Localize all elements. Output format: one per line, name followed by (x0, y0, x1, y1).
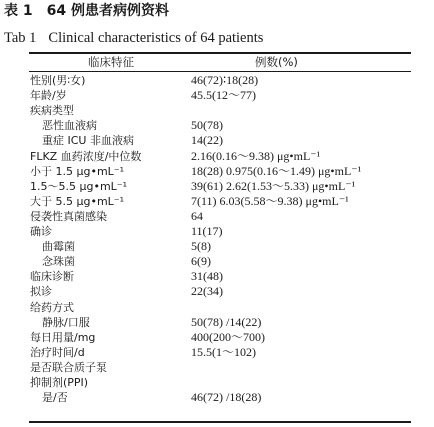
table-title-en (4, 30, 263, 46)
table-number: Tab 1 (4, 30, 37, 46)
row-label: 是否联合质子泵 (30, 360, 107, 374)
row-label: 曲霉菌 (42, 240, 75, 254)
table-row (0, 224, 434, 239)
row-value: 18(28) 0.975(0.16～1.49) μg•mL⁻¹ (191, 163, 362, 178)
row-value: 50(78) /14(22) (191, 314, 262, 329)
row-value: 400(200～700) (191, 329, 265, 344)
table-header-rule (29, 71, 411, 72)
table-row (0, 315, 434, 330)
table-row (0, 375, 434, 390)
table-top-rule (29, 52, 411, 54)
table-caption: Clinical characteristics of 64 patients (48, 30, 264, 46)
row-label: 抑制剂(PPI) (30, 376, 89, 389)
row-value: 31(48) (191, 269, 223, 284)
table-row (0, 209, 434, 224)
row-value: 14(22) (191, 133, 223, 148)
row-label: 给药方式 (30, 300, 74, 314)
row-value: 7(11) 6.03(5.58～9.38) μg•mL⁻¹ (191, 193, 349, 208)
table-row (0, 269, 434, 284)
row-value: 2.16(0.16～9.38) μg•mL⁻¹ (191, 148, 321, 163)
row-value: 39(61) 2.62(1.53～5.33) μg•mL⁻¹ (191, 178, 356, 193)
table-row (0, 345, 434, 360)
row-value: 46(72)∶18(28) (191, 73, 259, 87)
table-row (0, 254, 434, 269)
row-label: 性别(男∶女) (30, 74, 86, 87)
row-label: 年龄/岁 (30, 89, 67, 103)
row-value: 15.5(1～102) (191, 344, 256, 359)
row-value: 22(34) (191, 284, 223, 299)
row-value: 6(9) (191, 254, 211, 269)
row-label: 每日用量/mg (30, 330, 96, 344)
row-label: 1.5～5.5 μg•mL⁻¹ (30, 179, 128, 193)
table-row (0, 179, 434, 194)
row-value: 5(8) (191, 239, 211, 254)
table-row (0, 300, 434, 315)
row-value: 46(72) /18(28) (191, 390, 262, 405)
row-value: 45.5(12～77) (191, 88, 256, 103)
row-label: 小于 1.5 μg•mL⁻¹ (30, 164, 125, 178)
row-label: 静脉/口服 (42, 315, 90, 329)
row-label: 疾病类型 (30, 104, 74, 118)
header-case-count: 例数(%) (255, 55, 298, 69)
row-label: 临床诊断 (30, 270, 74, 284)
row-label: 重症 ICU 非血液病 (42, 134, 134, 148)
row-label: 念珠菌 (42, 255, 75, 269)
row-value: 64 (191, 208, 203, 223)
table-row (0, 284, 434, 299)
table-title-cn: 表 1 64 例患者病例资料 (4, 3, 169, 19)
table-row (0, 88, 434, 103)
row-label: 是/否 (42, 391, 68, 405)
table-row (0, 360, 434, 375)
table-row (0, 194, 434, 209)
row-value: 50(78) (191, 118, 223, 133)
row-label: 拟诊 (30, 285, 52, 299)
row-label: 治疗时间/d (30, 345, 85, 359)
table-row (0, 239, 434, 254)
table-row (0, 149, 434, 164)
table-bottom-rule (29, 421, 411, 423)
table-row (0, 164, 434, 179)
table-row (0, 330, 434, 345)
row-label: FLKZ 血药浓度/中位数 (30, 149, 142, 163)
row-label: 大于 5.5 μg•mL⁻¹ (30, 194, 125, 208)
row-label: 确诊 (30, 225, 52, 238)
table-row (0, 118, 434, 133)
table-row (0, 103, 434, 118)
row-value: 11(17) (191, 224, 223, 238)
row-label: 恶性血液病 (42, 119, 97, 133)
table-row (0, 133, 434, 148)
table-row (0, 73, 434, 88)
row-label: 侵袭性真菌感染 (30, 209, 107, 223)
header-clinical-feature: 临床特征 (88, 55, 134, 69)
table-row (0, 390, 434, 405)
